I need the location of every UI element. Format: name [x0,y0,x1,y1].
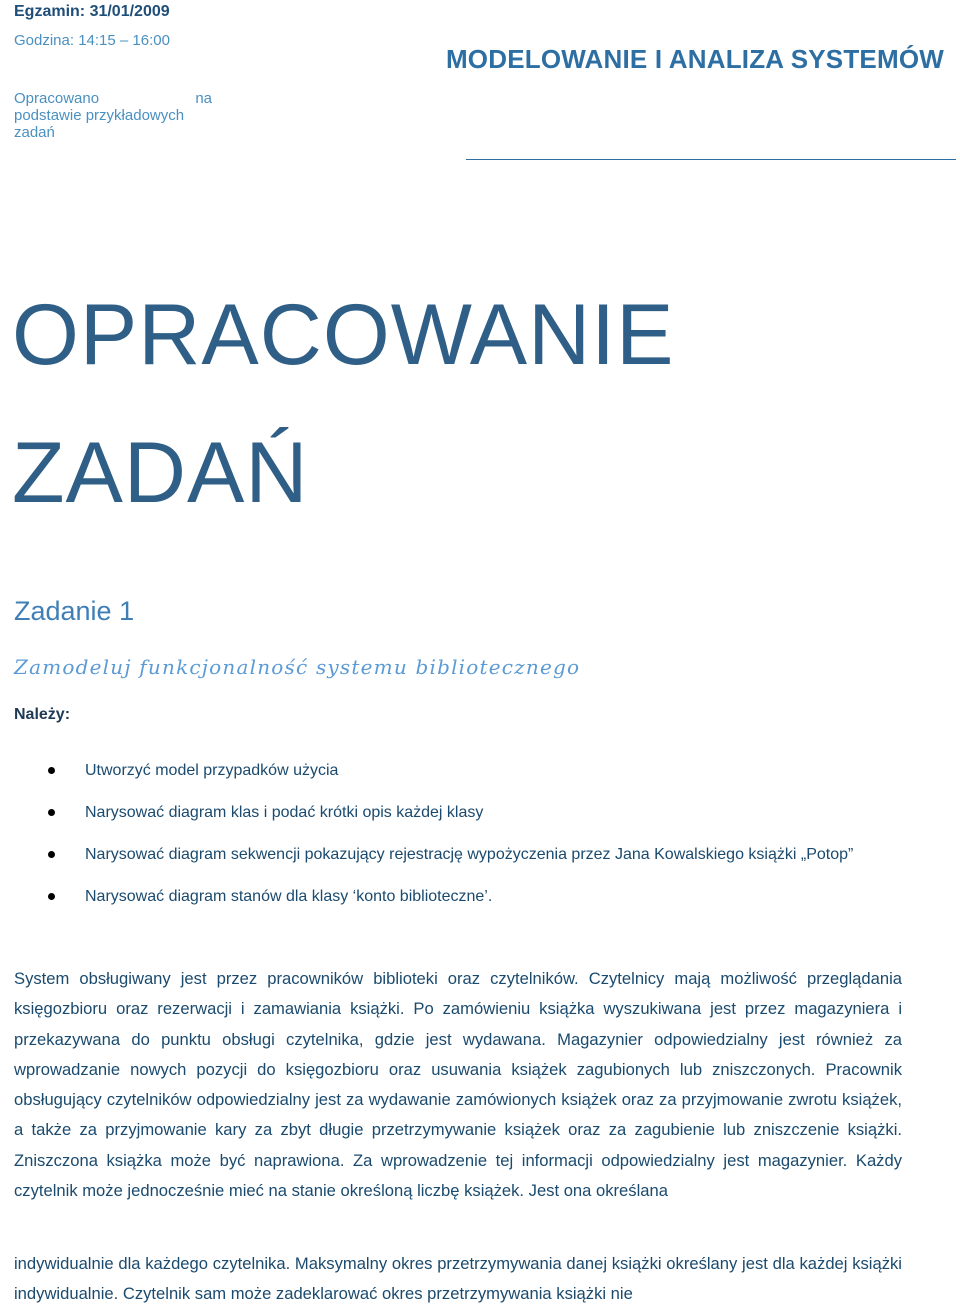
task-heading: Zadanie 1 [14,596,135,626]
task-description-paragraph-2: indywidualnie dla każdego czytelnika. Maksymalny okres przetrzymywania danej książki określany jest dla każdej książki indywidualnie. Czytelnik sam może zadeklarować okres przetrzymywania książki nie [14,1254,902,1304]
list-item [48,840,908,870]
task-intro [14,706,70,724]
header-left-block [14,0,214,141]
bullet-icon [48,893,55,900]
prepared-note-line-2: podstawie przykładowych [14,107,185,124]
exam-time: Godzina: 14:15 – 16:00 [14,32,170,49]
bullet-icon [48,851,55,858]
list-item-text: Utworzyć model przypadków użycia [85,762,339,779]
document-title-line-1: OPRACOWANIE [12,287,675,383]
bullet-icon [48,767,55,774]
list-item [48,882,908,912]
exam-date: Egzamin: 31/01/2009 [14,3,170,20]
prepared-note-line-1 [14,90,212,107]
list-item [48,798,908,828]
list-item-text: Narysować diagram klas i podać krótki opis każdej klasy [85,804,484,821]
bullet-icon [48,809,55,816]
task-subtitle: Zamodeluj funkcjonalność systemu bibliotecznego [14,655,581,679]
task-description-paragraph-1: System obsługiwany jest przez pracowników biblioteki oraz czytelników. Czytelnicy mają możliwość przeglądania księgozbioru oraz rezerwacji i zamawiania książki. Po zamówieniu książka wyszukiwana jest przez magazyniera i przekazywana do punktu obsługi czytelnika, gdzie jest wydawana. Magazynier odpowiedzialny jest również za wprowadzanie nowych pozycji do księgozbioru oraz usuwania książek zagubionych lub zniszczonych. Pracownik obsługujący czytelników odpowiedzialny jest za wydawanie zamówionych książek oraz za przyjmowanie zwrotu książek, a także za przyjmowanie kary za zbyt długie przetrzymywanie książek oraz za zagubienie lub zniszczenie książki. Zniszczona książka może być naprawiona. Za wprowadzenie tej informacji odpowiedzialny jest magazynier. Każdy czytelnik może jednocześnie mieć na stanie określoną liczbę książek. Jest ona określana [14,969,902,1201]
list-item-text: Narysować diagram stanów dla klasy ‘konto biblioteczne’. [85,888,493,905]
prepared-note-line-3: zadań [14,124,55,141]
task-requirements-list [48,756,908,924]
header-divider [466,159,956,160]
document-title-line-2: ZADAŃ [12,425,309,521]
list-item [48,756,908,786]
course-title: MODELOWANIE I ANALIZA SYSTEMÓW [445,44,944,74]
prepared-word-1: Opracowano [14,90,100,107]
prepared-note [14,90,212,141]
list-item-text: Narysować diagram sekwencji pokazujący rejestrację wypożyczenia przez Jana Kowalskiego książki „Potop” [85,846,854,863]
prepared-word-2: na [195,90,212,107]
task-intro-label: Należy: [14,706,71,723]
